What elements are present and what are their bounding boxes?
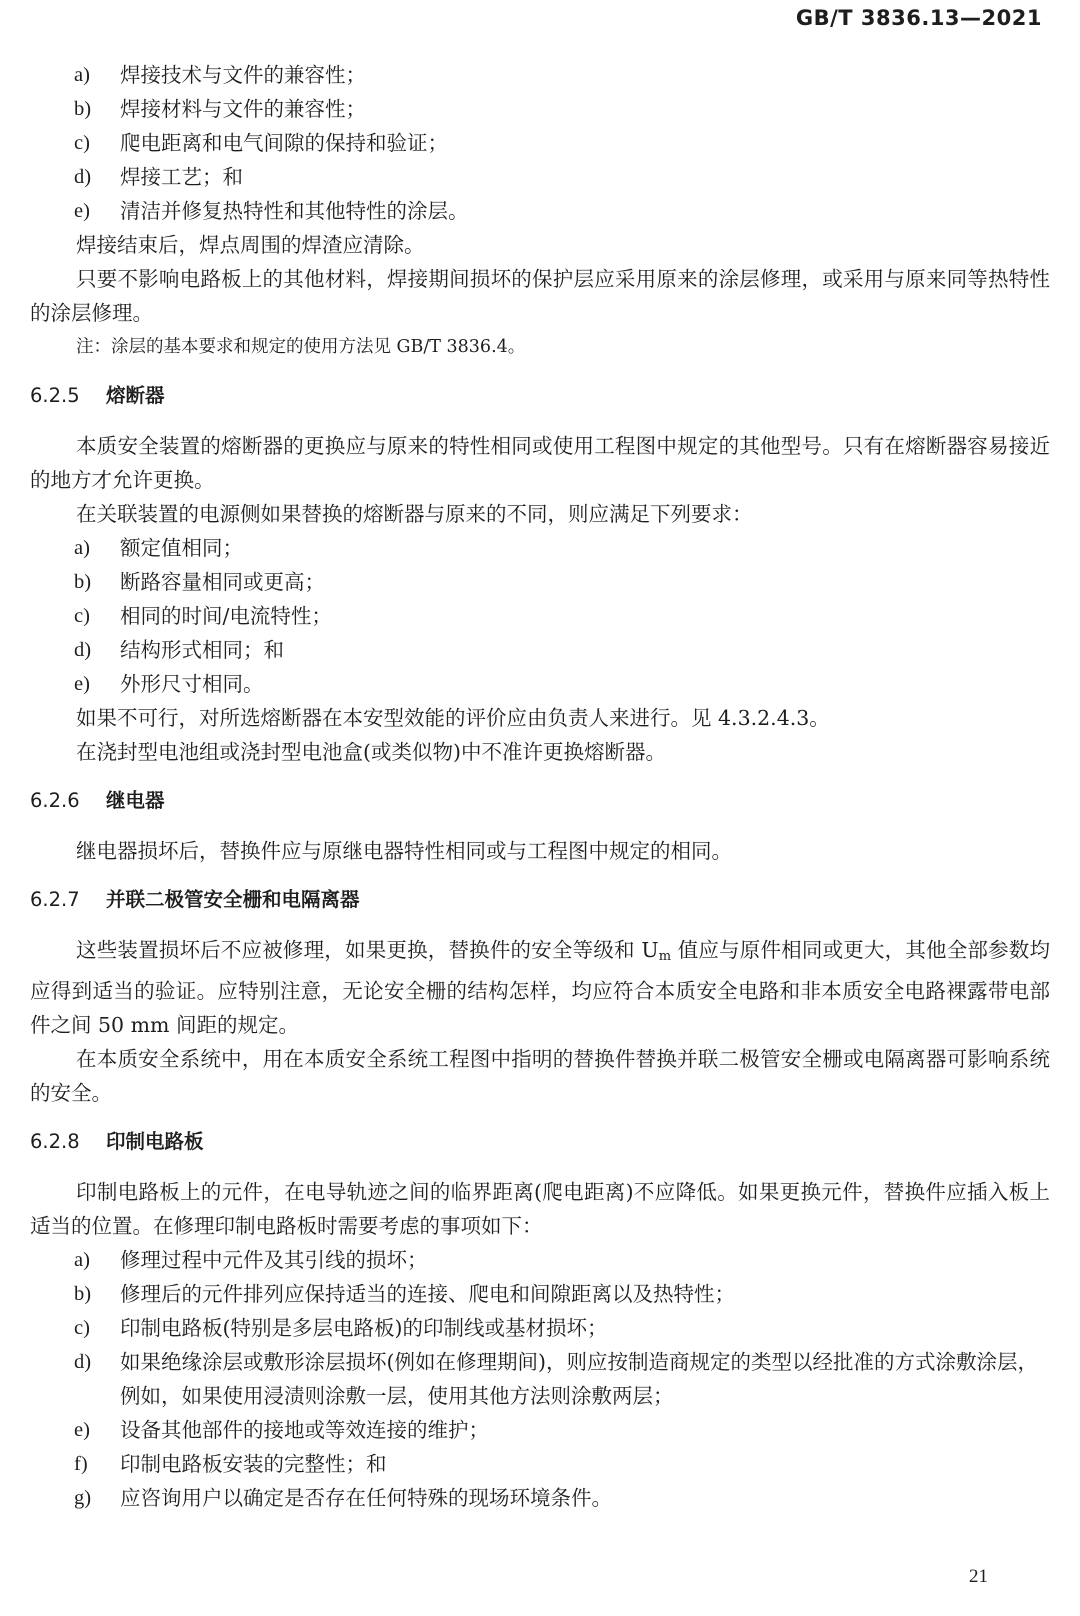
list-item [30, 565, 1050, 599]
list-item [30, 1345, 1050, 1413]
list-marker: d) [74, 639, 92, 661]
section-heading [30, 1125, 1050, 1159]
list-marker: c) [74, 132, 90, 154]
paragraph: 只要不影响电路板上的其他材料，焊接期间损坏的保护层应采用原来的涂层修理，或采用与原来同等热特性的涂层修理。 [30, 267, 1050, 325]
note: 注：涂层的基本要求和规定的使用方法见 GB/T 3836.4。 [76, 337, 526, 357]
list-item-text: 修理后的元件排列应保持适当的连接、爬电和间隙距离以及热特性； [120, 1282, 735, 1306]
list-marker: a) [74, 1249, 90, 1271]
section-number: 6.2.6 [30, 789, 80, 812]
list-item-text: 额定值相同； [120, 536, 243, 560]
list-item [30, 1447, 1050, 1481]
list-item-text: 断路容量相同或更高； [120, 570, 325, 594]
section-title: 继电器 [106, 789, 165, 812]
page-body [30, 58, 1050, 1515]
list-marker: b) [74, 571, 92, 593]
list-item [30, 160, 1050, 194]
list-item [30, 633, 1050, 667]
list-item-text: 如果绝缘涂层或敷形涂层损坏(例如在修理期间)，则应按制造商规定的类型以经批准的方式涂敷涂层，例如，如果使用浸渍则涂敷一层，使用其他方法则涂敷两层； [120, 1350, 1038, 1408]
list-item-text: 爬电距离和电气间隙的保持和验证； [120, 131, 448, 155]
list-marker: b) [74, 1283, 92, 1305]
list-marker: a) [74, 537, 90, 559]
list-marker: e) [74, 200, 90, 222]
section-title: 并联二极管安全栅和电隔离器 [106, 888, 360, 911]
list-marker: a) [74, 64, 90, 86]
section-heading [30, 379, 1050, 413]
subscript: m [658, 949, 672, 964]
paragraph: 本质安全装置的熔断器的更换应与原来的特性相同或使用工程图中规定的其他型号。只有在熔断器容易接近的地方才允许更换。 [30, 434, 1050, 492]
section-number: 6.2.5 [30, 384, 80, 407]
list-item-text: 清洁并修复热特性和其他特性的涂层。 [120, 199, 469, 223]
list-item [30, 1311, 1050, 1345]
paragraph: 继电器损坏后，替换件应与原继电器特性相同或与工程图中规定的相同。 [76, 839, 732, 863]
list-item-text: 修理过程中元件及其引线的损坏； [120, 1248, 428, 1272]
list-item [30, 58, 1050, 92]
list-item-text: 设备其他部件的接地或等效连接的维护； [120, 1418, 489, 1442]
paragraph [30, 933, 1050, 1042]
list-item-text: 印制电路板安装的完整性；和 [120, 1452, 387, 1476]
section-title: 印制电路板 [106, 1130, 204, 1153]
list-marker: e) [74, 673, 90, 695]
list-marker: c) [74, 1317, 90, 1339]
list-item [30, 1243, 1050, 1277]
list-item-text: 相同的时间/电流特性； [120, 604, 332, 628]
list-item [30, 92, 1050, 126]
list-marker: d) [74, 1351, 92, 1373]
section-number: 6.2.7 [30, 888, 80, 911]
page-number: 21 [969, 1566, 988, 1587]
list-marker: b) [74, 98, 92, 120]
paragraph: 在本质安全系统中，用在本质安全系统工程图中指明的替换件替换并联二极管安全栅或电隔离器可影响系统的安全。 [30, 1047, 1050, 1105]
section-title: 熔断器 [106, 384, 165, 407]
list-item [30, 1277, 1050, 1311]
list-item [30, 194, 1050, 228]
list-item [30, 599, 1050, 633]
paragraph: 焊接结束后，焊点周围的焊渣应清除。 [76, 233, 425, 257]
list-item [30, 531, 1050, 565]
section-heading [30, 784, 1050, 818]
list-marker: e) [74, 1419, 90, 1441]
list-item-text: 外形尺寸相同。 [120, 672, 264, 696]
list-item-text: 焊接技术与文件的兼容性； [120, 63, 366, 87]
list-item [30, 1481, 1050, 1515]
list-marker: g) [74, 1487, 92, 1509]
list-marker: f) [74, 1453, 88, 1475]
list-item [30, 1413, 1050, 1447]
list-item-text: 结构形式相同；和 [120, 638, 284, 662]
section-heading [30, 883, 1050, 917]
standard-code: GB/T 3836.13—2021 [795, 6, 1042, 30]
list-item [30, 126, 1050, 160]
list-item [30, 667, 1050, 701]
list-item-text: 印制电路板(特别是多层电路板)的印制线或基材损坏； [120, 1316, 608, 1340]
list-item-text: 应咨询用户以确定是否存在任何特殊的现场环境条件。 [120, 1486, 612, 1510]
paragraph: 在关联装置的电源侧如果替换的熔断器与原来的不同，则应满足下列要求： [76, 502, 753, 526]
paragraph-text: 这些装置损坏后不应被修理，如果更换，替换件的安全等级和 U [76, 938, 659, 962]
list-marker: d) [74, 166, 92, 188]
list-item-text: 焊接工艺；和 [120, 165, 243, 189]
paragraph: 在浇封型电池组或浇封型电池盒(或类似物)中不准许更换熔断器。 [76, 740, 666, 764]
list-marker: c) [74, 605, 90, 627]
paragraph: 印制电路板上的元件，在电导轨迹之间的临界距离(爬电距离)不应降低。如果更换元件，替换件应插入板上适当的位置。在修理印制电路板时需要考虑的事项如下： [30, 1180, 1050, 1238]
section-number: 6.2.8 [30, 1130, 80, 1153]
list-item-text: 焊接材料与文件的兼容性； [120, 97, 366, 121]
paragraph-text: 值应与原件相同或更大，其他全部参数均应得到适当的验证。应特别注意，无论安全栅的结构怎样，均应符合本质安全电路和非本质安全电路裸露带电部件之间 50 mm 间距的规定。 [30, 938, 1050, 1037]
paragraph: 如果不可行，对所选熔断器在本安型效能的评价应由负责人来进行。见 4.3.2.4.3。 [76, 706, 830, 730]
